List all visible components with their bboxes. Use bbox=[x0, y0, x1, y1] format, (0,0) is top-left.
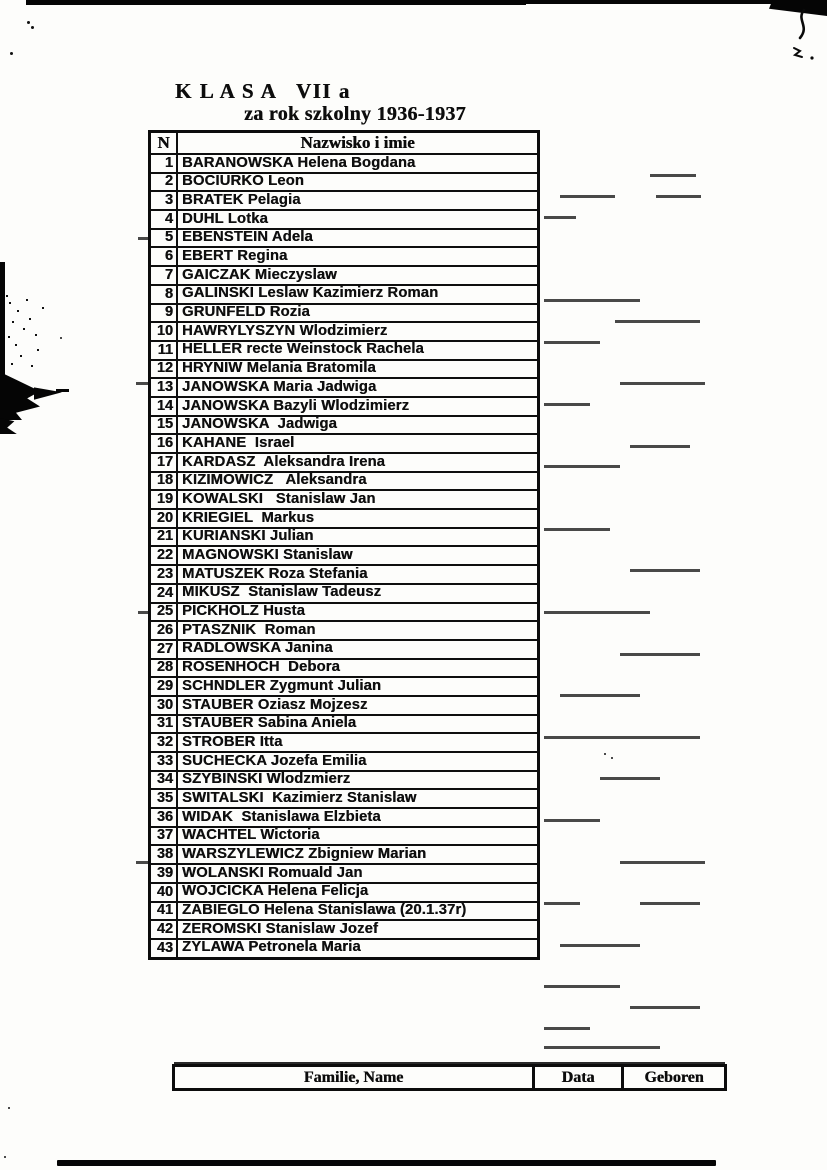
row-number: 40 bbox=[150, 883, 178, 902]
pen-squiggle bbox=[782, 6, 824, 64]
table-row bbox=[150, 640, 539, 659]
scan-line-smudge bbox=[560, 944, 640, 947]
row-number: 8 bbox=[150, 285, 178, 304]
scan-line-smudge bbox=[650, 174, 696, 177]
table-row bbox=[150, 304, 539, 323]
student-name: EBERT Regina bbox=[177, 247, 539, 266]
scan-line-smudge bbox=[615, 320, 700, 323]
student-name: GRUNFELD Rozia bbox=[177, 304, 539, 323]
scan-edge-top-line-thick bbox=[26, 0, 526, 5]
row-number: 2 bbox=[150, 173, 178, 192]
student-name: KOWALSKI Stanislaw Jan bbox=[177, 490, 539, 509]
student-name: SZYBINSKI Wlodzmierz bbox=[177, 771, 539, 790]
row-number: 27 bbox=[150, 640, 178, 659]
row-number: 25 bbox=[150, 603, 178, 622]
scan-line-smudge bbox=[560, 195, 615, 198]
row-number: 17 bbox=[150, 453, 178, 472]
student-name: WIDAK Stanislawa Elzbieta bbox=[177, 808, 539, 827]
row-number: 20 bbox=[150, 509, 178, 528]
student-name: STROBER Itta bbox=[177, 733, 539, 752]
table-row bbox=[150, 490, 539, 509]
table-row bbox=[150, 434, 539, 453]
table-row bbox=[150, 285, 539, 304]
student-name: KURIANSKI Julian bbox=[177, 528, 539, 547]
row-number: 28 bbox=[150, 659, 178, 678]
student-name: ZYLAWA Petronela Maria bbox=[177, 939, 539, 958]
table-row bbox=[150, 397, 539, 416]
scan-speck bbox=[60, 337, 62, 339]
row-number: 24 bbox=[150, 584, 178, 603]
scan-line-smudge bbox=[544, 528, 610, 531]
row-number: 39 bbox=[150, 864, 178, 883]
table-row bbox=[150, 509, 539, 528]
student-name: GAICZAK Mieczyslaw bbox=[177, 266, 539, 285]
table-row bbox=[150, 528, 539, 547]
scan-line-smudge bbox=[620, 861, 705, 864]
row-number: 29 bbox=[150, 677, 178, 696]
row-number: 34 bbox=[150, 771, 178, 790]
student-name: MATUSZEK Roza Stefania bbox=[177, 565, 539, 584]
scan-line-smudge bbox=[544, 341, 600, 344]
table-row bbox=[150, 845, 539, 864]
row-number: 26 bbox=[150, 621, 178, 640]
table-row bbox=[150, 247, 539, 266]
table-row bbox=[150, 715, 539, 734]
table-row bbox=[150, 360, 539, 379]
table-row bbox=[150, 883, 539, 902]
table-row bbox=[150, 341, 539, 360]
scan-line-smudge bbox=[544, 465, 620, 468]
scan-line-smudge bbox=[560, 694, 640, 697]
student-name: SUCHECKA Jozefa Emilia bbox=[177, 752, 539, 771]
scan-line-smudge bbox=[544, 985, 620, 988]
scan-line-smudge bbox=[138, 611, 148, 614]
scan-left-blob-tail bbox=[0, 418, 24, 434]
table-row bbox=[150, 696, 539, 715]
table-row bbox=[150, 453, 539, 472]
student-name: EBENSTEIN Adela bbox=[177, 229, 539, 248]
column-header-data: Data bbox=[534, 1066, 623, 1090]
student-name: HELLER recte Weinstock Rachela bbox=[177, 341, 539, 360]
row-number: 36 bbox=[150, 808, 178, 827]
scan-speck bbox=[10, 52, 13, 55]
scan-line-smudge bbox=[630, 445, 690, 448]
table-row bbox=[150, 621, 539, 640]
student-name: RADLOWSKA Janina bbox=[177, 640, 539, 659]
row-number: 23 bbox=[150, 565, 178, 584]
student-name: WOJCICKA Helena Felicja bbox=[177, 883, 539, 902]
table-row bbox=[150, 752, 539, 771]
table-row bbox=[150, 191, 539, 210]
scan-left-blob-arrow bbox=[34, 385, 62, 401]
scan-line-smudge bbox=[138, 237, 148, 240]
table-row bbox=[150, 210, 539, 229]
scan-speck bbox=[27, 21, 30, 24]
table-row bbox=[150, 266, 539, 285]
student-name: KIZIMOWICZ Aleksandra bbox=[177, 472, 539, 491]
table-row bbox=[150, 173, 539, 192]
scan-line-smudge bbox=[630, 569, 700, 572]
row-number: 13 bbox=[150, 378, 178, 397]
student-name: WACHTEL Wictoria bbox=[177, 827, 539, 846]
scan-speck bbox=[31, 26, 34, 29]
row-number: 42 bbox=[150, 920, 178, 939]
table-row bbox=[150, 565, 539, 584]
column-header-familie-name: Familie, Name bbox=[174, 1066, 534, 1090]
row-number: 37 bbox=[150, 827, 178, 846]
table-row bbox=[150, 229, 539, 248]
student-name: BARANOWSKA Helena Bogdana bbox=[177, 154, 539, 173]
scan-line-smudge bbox=[620, 653, 700, 656]
row-number: 15 bbox=[150, 416, 178, 435]
table-row bbox=[150, 902, 539, 921]
student-name: ZEROMSKI Stanislaw Jozef bbox=[177, 920, 539, 939]
student-name: ZABIEGLO Helena Stanislawa (20.1.37r) bbox=[177, 902, 539, 921]
student-name: PTASZNIK Roman bbox=[177, 621, 539, 640]
scan-line-smudge bbox=[136, 382, 148, 385]
row-number: 16 bbox=[150, 434, 178, 453]
scan-line-smudge bbox=[136, 861, 148, 864]
row-number: 3 bbox=[150, 191, 178, 210]
column-header-n: N bbox=[150, 132, 178, 155]
row-number: 11 bbox=[150, 341, 178, 360]
scan-line-smudge bbox=[544, 216, 576, 219]
row-number: 4 bbox=[150, 210, 178, 229]
scan-line-smudge bbox=[630, 1006, 700, 1009]
row-number: 9 bbox=[150, 304, 178, 323]
table-row bbox=[150, 659, 539, 678]
scan-line-smudge bbox=[544, 403, 590, 406]
scan-speck bbox=[4, 1156, 6, 1158]
table-row bbox=[150, 154, 539, 173]
scan-line-smudge bbox=[544, 1046, 660, 1049]
table-row bbox=[150, 939, 539, 958]
student-name: HAWRYLYSZYN Wlodzimierz bbox=[177, 322, 539, 341]
roster-header-row bbox=[150, 132, 539, 155]
scan-line-smudge bbox=[544, 819, 600, 822]
scan-speck bbox=[611, 757, 613, 759]
row-number: 1 bbox=[150, 154, 178, 173]
scan-line-smudge bbox=[600, 777, 660, 780]
student-name: BOCIURKO Leon bbox=[177, 173, 539, 192]
student-name: JANOWSKA Bazyli Wlodzimierz bbox=[177, 397, 539, 416]
row-number: 35 bbox=[150, 789, 178, 808]
student-name: PICKHOLZ Husta bbox=[177, 603, 539, 622]
scan-line-smudge bbox=[544, 736, 700, 739]
student-name: WARSZYLEWICZ Zbigniew Marian bbox=[177, 845, 539, 864]
student-name: HRYNIW Melania Bratomila bbox=[177, 360, 539, 379]
scan-line-smudge bbox=[544, 1027, 590, 1030]
student-name: JANOWSKA Jadwiga bbox=[177, 416, 539, 435]
student-name: SWITALSKI Kazimierz Stanislaw bbox=[177, 789, 539, 808]
student-name: KRIEGIEL Markus bbox=[177, 509, 539, 528]
table-row bbox=[150, 920, 539, 939]
table-row bbox=[150, 733, 539, 752]
bottom-header-row bbox=[174, 1066, 726, 1090]
scan-line-smudge bbox=[620, 382, 705, 385]
row-number: 31 bbox=[150, 715, 178, 734]
table-row bbox=[150, 771, 539, 790]
column-header-geboren: Geboren bbox=[623, 1066, 726, 1090]
row-number: 5 bbox=[150, 229, 178, 248]
row-number: 32 bbox=[150, 733, 178, 752]
student-name: JANOWSKA Maria Jadwiga bbox=[177, 378, 539, 397]
table-row bbox=[150, 416, 539, 435]
student-name: STAUBER Oziasz Mojzesz bbox=[177, 696, 539, 715]
row-number: 33 bbox=[150, 752, 178, 771]
row-number: 18 bbox=[150, 472, 178, 491]
row-number: 43 bbox=[150, 939, 178, 958]
row-number: 30 bbox=[150, 696, 178, 715]
scan-left-blob-dash bbox=[56, 389, 69, 392]
scan-line-smudge bbox=[544, 611, 650, 614]
student-name: ROSENHOCH Debora bbox=[177, 659, 539, 678]
student-name: WOLANSKI Romuald Jan bbox=[177, 864, 539, 883]
page-subtitle: za rok szkolny 1936-1937 bbox=[244, 103, 466, 125]
table-row bbox=[150, 546, 539, 565]
row-number: 41 bbox=[150, 902, 178, 921]
row-number: 10 bbox=[150, 322, 178, 341]
table-row bbox=[150, 322, 539, 341]
student-name: KAHANE Israel bbox=[177, 434, 539, 453]
row-number: 6 bbox=[150, 247, 178, 266]
table-row bbox=[150, 603, 539, 622]
row-number: 14 bbox=[150, 397, 178, 416]
table-row bbox=[150, 472, 539, 491]
scan-line-smudge bbox=[544, 902, 580, 905]
table-row bbox=[150, 789, 539, 808]
row-number: 21 bbox=[150, 528, 178, 547]
table-row bbox=[150, 827, 539, 846]
class-roster-table bbox=[148, 130, 540, 960]
scan-speckle-cloud bbox=[6, 295, 8, 297]
student-name: SCHNDLER Zygmunt Julian bbox=[177, 677, 539, 696]
table-row bbox=[150, 808, 539, 827]
table-row bbox=[150, 677, 539, 696]
scan-edge-bottom-bar bbox=[57, 1160, 716, 1166]
student-name: GALINSKI Leslaw Kazimierz Roman bbox=[177, 285, 539, 304]
table-row bbox=[150, 864, 539, 883]
table-row bbox=[150, 378, 539, 397]
scan-speck bbox=[604, 753, 606, 755]
student-name: MIKUSZ Stanislaw Tadeusz bbox=[177, 584, 539, 603]
student-name: STAUBER Sabina Aniela bbox=[177, 715, 539, 734]
scan-line-smudge bbox=[544, 299, 640, 302]
scan-line-smudge bbox=[640, 902, 700, 905]
student-name: MAGNOWSKI Stanislaw bbox=[177, 546, 539, 565]
student-name: KARDASZ Aleksandra Irena bbox=[177, 453, 539, 472]
row-number: 19 bbox=[150, 490, 178, 509]
column-header-name: Nazwisko i imie bbox=[177, 132, 539, 155]
row-number: 38 bbox=[150, 845, 178, 864]
row-number: 12 bbox=[150, 360, 178, 379]
student-name: DUHL Lotka bbox=[177, 210, 539, 229]
row-number: 22 bbox=[150, 546, 178, 565]
bottom-header-table bbox=[172, 1064, 727, 1091]
page-title: K L A S A VII a bbox=[175, 79, 351, 103]
student-name: BRATEK Pelagia bbox=[177, 191, 539, 210]
scan-speck bbox=[8, 1107, 10, 1109]
scan-line-smudge bbox=[656, 195, 701, 198]
row-number: 7 bbox=[150, 266, 178, 285]
table-row bbox=[150, 584, 539, 603]
